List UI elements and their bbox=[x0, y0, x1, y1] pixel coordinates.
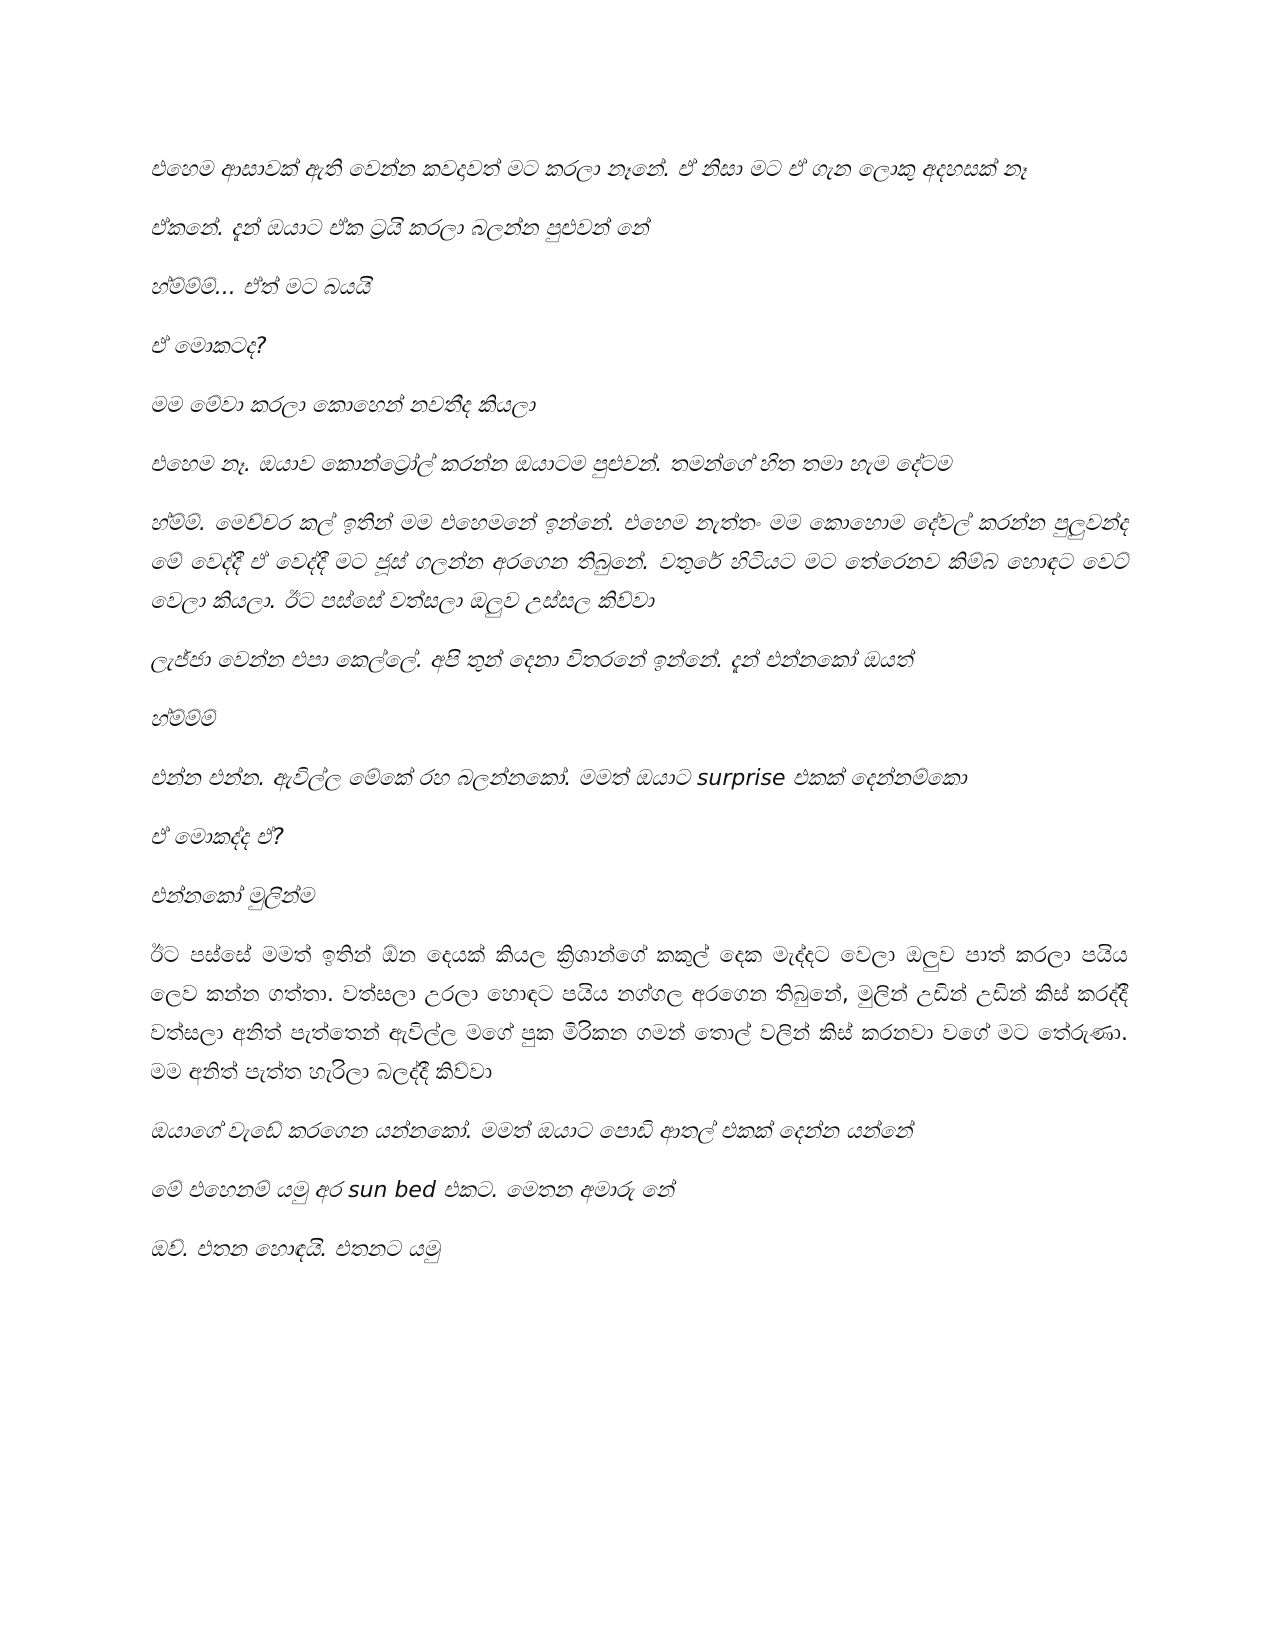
paragraph-4: ඒ මොකටද? bbox=[150, 334, 267, 359]
paragraph-7: හ්ම්ම්. මෙච්චර කල් ඉතින් මම එහෙමනේ ඉන්නේ. එහෙම නැත්තං මම කොහොම දේවල් කරන්න පුලුවන්ද මේ වෙද්දී ඒ වෙද්දී මට ජූස් ගලන්න අරගෙන තිබුනේ. වතුරේ හිටියට මට තේරෙනව කිම්බ හොඳට වෙට් වෙලා කියලා. ඊට පස්සේ වත්සලා ඔලුව උස්සල කිව්වා bbox=[150, 511, 1128, 614]
paragraph-8: ලැජ්ජා වෙන්න එපා කෙල්ලේ. අපි තුන් දෙනා විතරනේ ඉන්නේ. දැන් එන්නකෝ ඔයත් bbox=[150, 648, 913, 673]
paragraph-2: ඒකනේ. දැන් ඔයාට ඒක ට්‍රයි කරලා බලන්න පුළුවන් නේ bbox=[150, 216, 649, 241]
paragraph-1: එහෙම ආසාවක් ඇති වෙන්න කවදාවත් මට කරලා නෑනේ. ඒ නිසා මට ඒ ගැන ලොකු අදහසක් නෑ bbox=[150, 157, 1027, 182]
paragraph-15: මේ එහෙනම් යමු අර sun bed එකට. මෙතන අමාරු නේ bbox=[150, 1178, 674, 1203]
paragraph-11: ඒ මොකද්ද ඒ? bbox=[150, 825, 284, 850]
paragraph-12: එන්නකෝ මුලින්ම bbox=[150, 884, 314, 909]
paragraph-9: හ්ම්ම්ම් bbox=[150, 707, 215, 732]
paragraph-14: ඔයාගේ වැඩේ කරගෙන යන්නකෝ. මමත් ඔයාට පොඩි ආතල් එකක් දෙන්න යන්නේ bbox=[150, 1119, 913, 1144]
paragraph-6: එහෙම නෑ. ඔයාව කොන්ට්‍රෝල් කරන්න ඔයාටම පුළුවන්. තමන්ගේ හිත තමා හැම දේටම bbox=[150, 452, 952, 477]
paragraph-13: ඊට පස්සේ මමත් ඉතින් ඕන දෙයක් කියල ක්‍රිශාන්ගේ කකුල් දෙක මැද්දට වෙලා ඔලුව පාත් කරලා පයිය ලෙව කන්න ගත්තා. වත්සලා උරලා හොඳට පයිය නග්ගල අරගෙන තිබුනේ, මුලින් උඩින් උඩින් කිස් කරද්දී වත්සලා අනිත් පැත්තෙන් ඇවිල්ල මගේ පුක මිරිකන ගමන් තොල් වලින් කිස් කරනවා වගේ මට තේරුණා. මම අනිත් පැත්ත හැරිලා බලද්දී කිව්වා bbox=[150, 943, 1128, 1085]
paragraph-10: එන්න එන්න. ඇවිල්ල මේකේ රහ බලන්නකෝ. මමත් ඔයාට surprise එකක් දෙන්නම්කො bbox=[150, 766, 967, 791]
paragraph-3: හ්ම්ම්ම්... ඒත් මට බයයි bbox=[150, 275, 371, 300]
paragraph-5: මම මේවා කරලා කොහෙන් නවතීද කියලා bbox=[150, 393, 535, 418]
paragraph-16: ඔව්. එතන හොඳයි. එතනට යමු bbox=[150, 1237, 440, 1262]
document-page bbox=[150, 150, 1128, 1289]
